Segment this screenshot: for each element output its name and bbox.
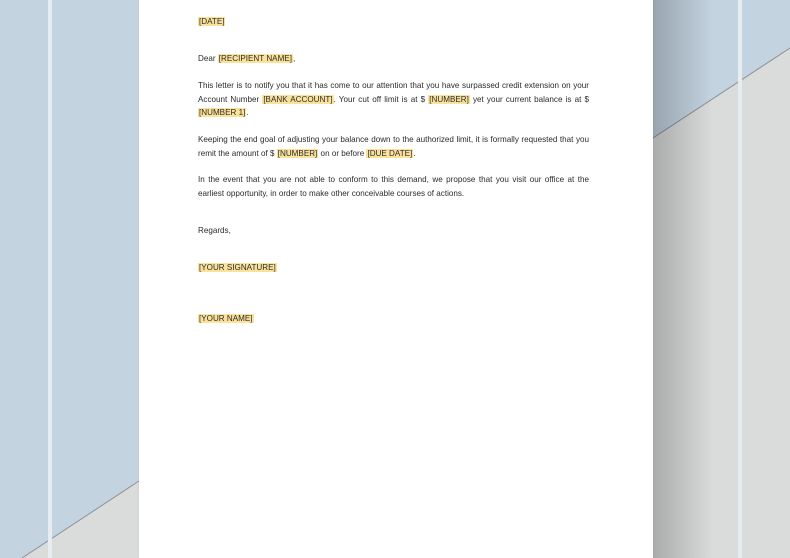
salutation: Dear [RECIPIENT NAME], — [198, 54, 296, 63]
paragraph-office-visit: In the event that you are not able to conform to this demand, we propose that you visit our office at the earliest opportunity, in order to make other conceivable courses of actions. — [198, 175, 589, 198]
signature-placeholder: [YOUR SIGNATURE] — [199, 263, 276, 272]
date-placeholder: [DATE] — [199, 17, 225, 26]
due-date-placeholder: [DUE DATE] — [367, 148, 413, 158]
balance-number-placeholder: [NUMBER 1] — [199, 108, 246, 117]
signature-line — [198, 261, 589, 275]
closing: Regards, — [198, 226, 231, 235]
name-line — [198, 312, 589, 326]
amount-number-placeholder: [NUMBER] — [277, 148, 318, 158]
recipient-placeholder: [RECIPIENT NAME] — [218, 54, 292, 63]
document-page — [139, 0, 653, 558]
paragraph-remit-request: Keeping the end goal of adjusting your balance down to the authorized limit, it is formally requested that you remit the amount of $ [NUMBER] on or before [DUE DATE]. — [198, 135, 589, 158]
paragraph-credit-notice: This letter is to notify you that it has come to our attention that you have surpassed credit extension on your Account Number [BANK ACCOUNT]. Your cut off limit is at $ [NUMBER] yet your current balance is at $ [NUMBER 1]. — [198, 81, 589, 117]
name-placeholder: [YOUR NAME] — [199, 314, 253, 323]
limit-number-placeholder: [NUMBER] — [429, 94, 469, 104]
bank-account-placeholder: [BANK ACCOUNT] — [263, 94, 333, 104]
date-line — [198, 15, 589, 29]
